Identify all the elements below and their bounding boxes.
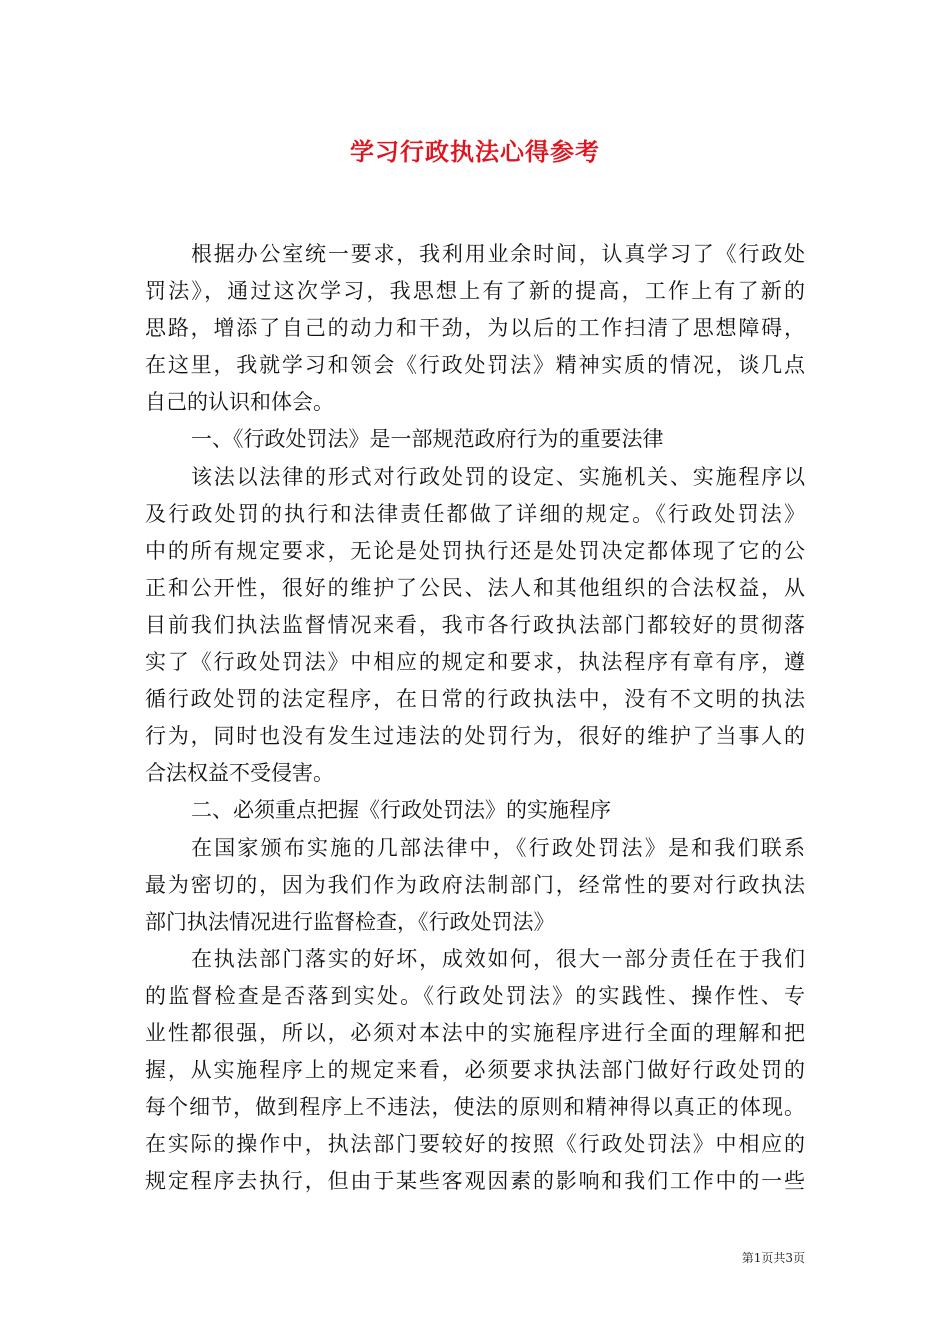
document-body [145, 236, 805, 1200]
text-line: 每个细节，做到程序上不违法，使法的原则和精神得以真正的体现。 [145, 1095, 805, 1120]
paragraph [145, 941, 805, 1201]
text-line: 合法权益不受侵害。 [145, 761, 334, 786]
paragraph [145, 792, 805, 829]
text-line: 正和公开性，很好的维护了公民、法人和其他组织的合法权益，从 [145, 575, 805, 600]
paragraph [145, 236, 805, 421]
paragraph [145, 830, 805, 941]
text-line: 部门执法情况进行监督检查，《行政处罚法》 [145, 909, 555, 934]
document-title: 学习行政执法心得参考 [350, 137, 600, 166]
page-number: 第1页共3页 [741, 1251, 805, 1265]
text-line: 在这里，我就学习和领会《行政处罚法》精神实质的情况，谈几点 [145, 353, 805, 378]
text-line: 循行政处罚的法定程序，在日常的行政执法中，没有不文明的执法 [145, 687, 805, 712]
text-line: 及行政处罚的执行和法律责任都做了详细的规定。《行政处罚法》 [145, 501, 805, 526]
text-line: 思路，增添了自己的动力和干劲，为以后的工作扫清了思想障碍， [145, 316, 805, 341]
text-line: 在实际的操作中，执法部门要较好的按照《行政处罚法》中相应的 [145, 1132, 805, 1157]
text-line: 该法以法律的形式对行政处罚的设定、实施机关、实施程序以 [191, 464, 805, 489]
text-line: 一、《行政处罚法》是一部规范政府行为的重要法律 [191, 427, 664, 452]
text-line: 自己的认识和体会。 [145, 390, 334, 415]
text-line: 行为，同时也没有发生过违法的处罚行为，很好的维护了当事人的 [145, 724, 805, 749]
text-line: 目前我们执法监督情况来看，我市各行政执法部门都较好的贯彻落 [145, 612, 805, 637]
text-line: 规定程序去执行，但由于某些客观因素的影响和我们工作中的一些 [145, 1169, 805, 1194]
text-line: 罚法》，通过这次学习，我思想上有了新的提高，工作上有了新的 [145, 279, 805, 304]
text-line: 实了《行政处罚法》中相应的规定和要求，执法程序有章有序，遵 [145, 650, 805, 675]
paragraph [145, 421, 805, 458]
text-line: 在执法部门落实的好坏，成效如何，很大一部分责任在于我们 [191, 946, 805, 971]
text-line: 握，从实施程序上的规定来看，必须要求执法部门做好行政处罚的 [145, 1058, 805, 1083]
text-line: 中的所有规定要求，无论是处罚执行还是处罚决定都体现了它的公 [145, 538, 805, 563]
text-line: 业性都很强，所以，必须对本法中的实施程序进行全面的理解和把 [145, 1020, 805, 1045]
text-line: 最为密切的，因为我们作为政府法制部门，经常性的要对行政执法 [145, 872, 805, 897]
text-line: 二、必须重点把握《行政处罚法》的实施程序 [191, 798, 611, 823]
text-line: 根据办公室统一要求，我利用业余时间，认真学习了《行政处 [191, 242, 805, 266]
text-line: 在国家颁布实施的几部法律中，《行政处罚法》是和我们联系 [191, 835, 805, 860]
text-line: 的监督检查是否落到实处。《行政处罚法》的实践性、操作性、专 [145, 983, 805, 1008]
paragraph [145, 459, 805, 793]
